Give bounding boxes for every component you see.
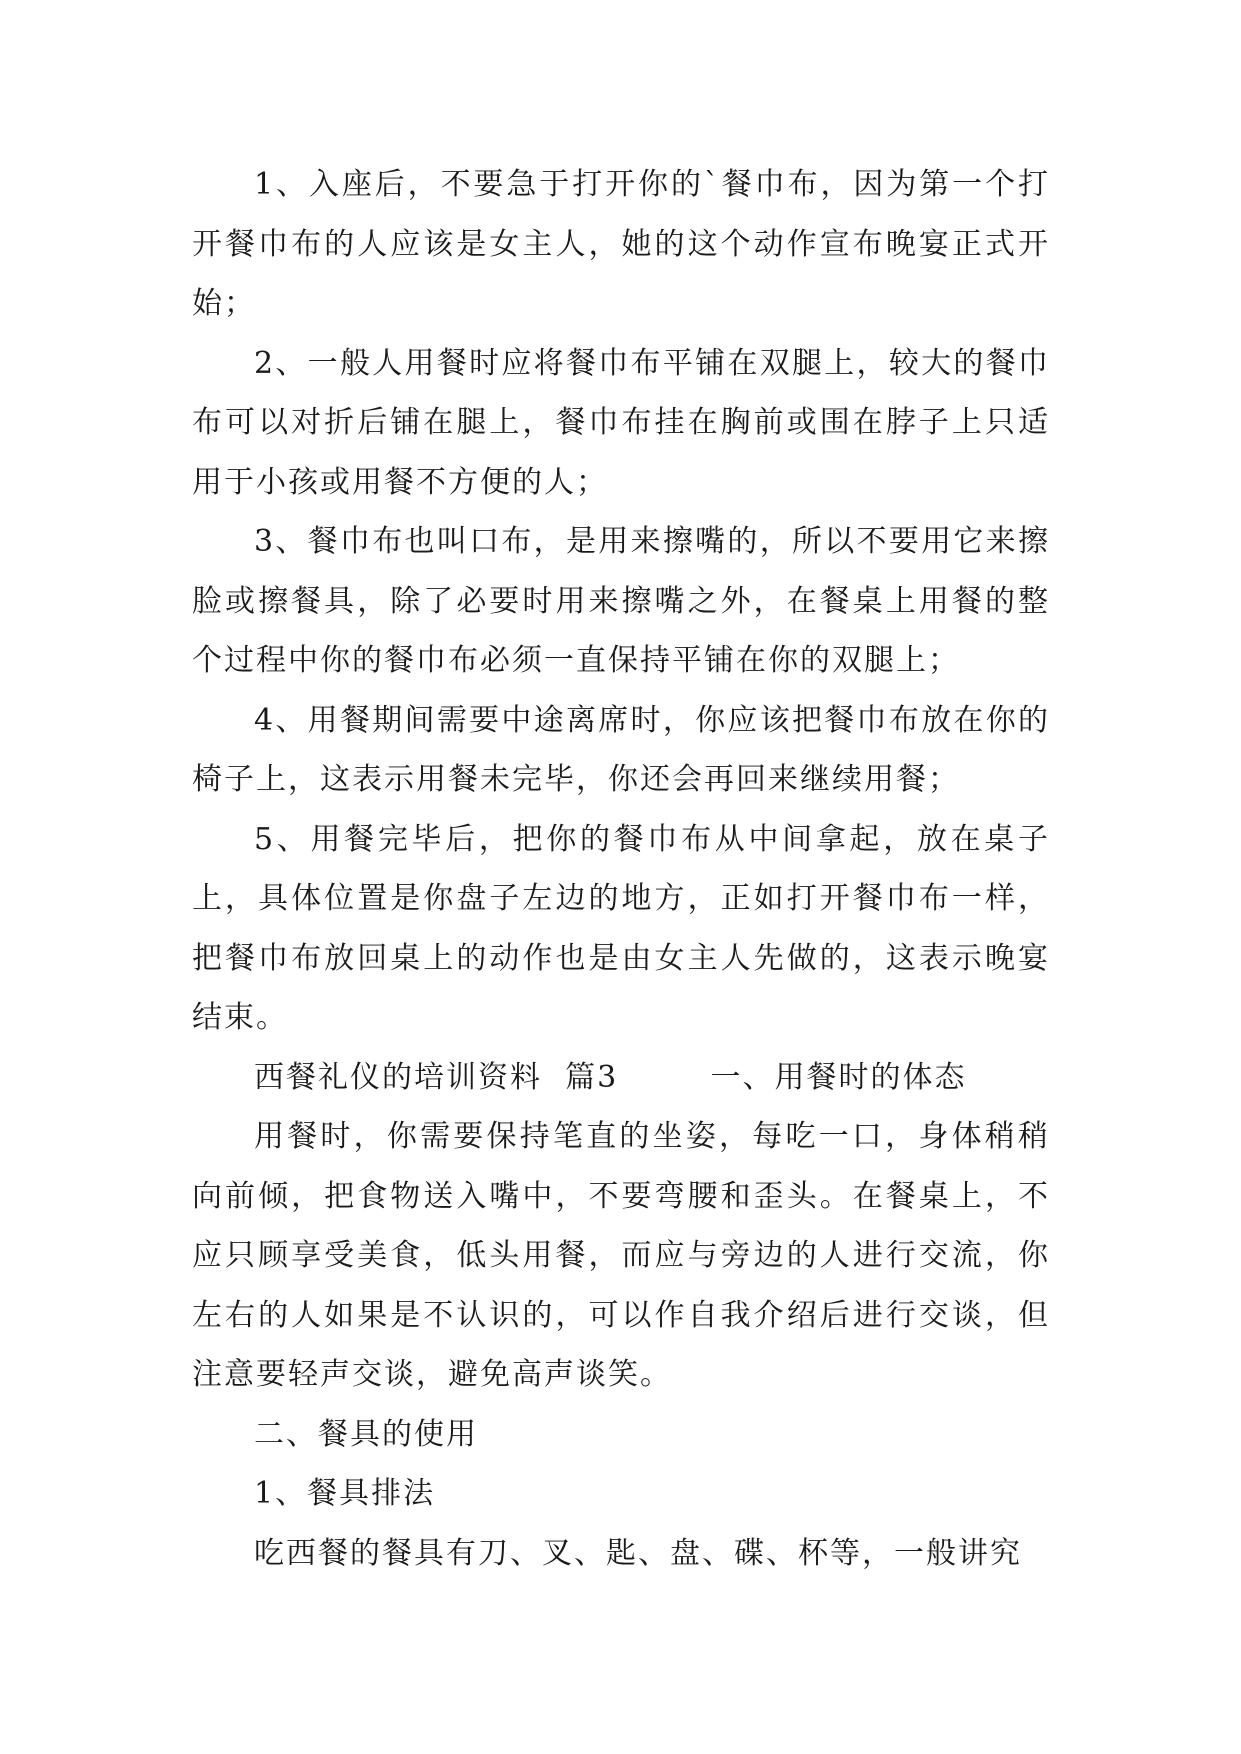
subheading-tableware-arrangement: 1、餐具排法 <box>254 1476 436 1511</box>
paragraph-napkin-1: 1、入座后，不要急于打开你的`餐巾布，因为第一个打开餐巾布的人应该是女主人，她的这个动作宣布晚宴正式开始； <box>192 167 1050 321</box>
paragraph-tableware-list: 吃西餐的餐具有刀、叉、匙、盘、碟、杯等，一般讲究 <box>254 1535 1022 1571</box>
paragraph-napkin-3: 3、餐巾布也叫口布，是用来擦嘴的，所以不要用它来擦脸或擦餐具，除了必要时用来擦嘴之外，在餐桌上用餐的整个过程中你的餐巾布必须一直保持平铺在你的双腿上； <box>192 524 1050 678</box>
paragraph-napkin-2: 2、一般人用餐时应将餐巾布平铺在双腿上，较大的餐巾布可以对折后铺在腿上，餐巾布挂在胸前或围在脖子上只适用于小孩或用餐不方便的人； <box>192 345 1050 500</box>
paragraph-posture: 用餐时，你需要保持笔直的坐姿，每吃一口，身体稍稍向前倾，把食物送入嘴中，不要弯腰和歪头。在餐桌上，不应只顾享受美食，低头用餐，而应与旁边的人进行交流，你左右的人如果是不认识的，可以作自我介绍后进行交谈，但注意要轻声交谈，避免高声谈笑。 <box>192 1119 1050 1392</box>
document-body <box>192 155 1050 1583</box>
section-heading-tableware: 二、餐具的使用 <box>254 1416 478 1452</box>
section-heading-part-3: 西餐礼仪的培训资料 篇3 一、用餐时的体态 <box>254 1059 967 1095</box>
paragraph-napkin-4: 4、用餐期间需要中途离席时，你应该把餐巾布放在你的椅子上，这表示用餐未完毕，你还会再回来继续用餐； <box>192 702 1050 797</box>
paragraph-napkin-5: 5、用餐完毕后，把你的餐巾布从中间拿起，放在桌子上，具体位置是你盘子左边的地方，正如打开餐巾布一样，把餐巾布放回桌上的动作也是由女主人先做的，这表示晚宴结束。 <box>192 821 1050 1035</box>
